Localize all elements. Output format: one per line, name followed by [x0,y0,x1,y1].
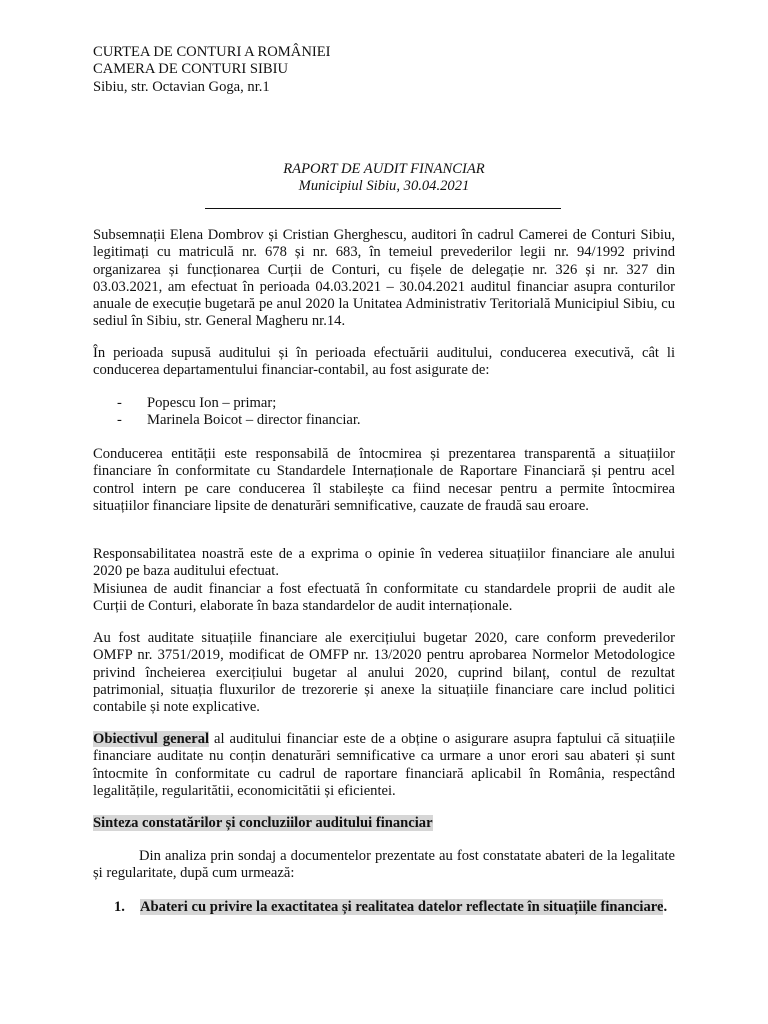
header-line-1: CURTEA DE CONTURI A ROMÂNIEI [93,44,331,60]
header-line-2: CAMERA DE CONTURI SIBIU [93,61,288,78]
paragraph-management: În perioada supusă auditului și în perioada efectuării auditului, conducerea executivă, cât li conducerea departamentului financiar-contabil, au fost asigurate de: [93,345,675,379]
header-line-3: Sibiu, str. Octavian Goga, nr.1 [93,78,270,95]
objective-text: al auditului financiar este de a obține o asigurare asupra faptului că situațiile financiare auditate nu conțin denaturări semnificative ca urmare a unor erori sau abateri și sunt întocmite în conformitate cu cadrul de raportare financiară aplicabil în România, respectând legalitățile, regularitătii, economicitătii și eficientei. [93,731,675,799]
institution-header [93,44,675,96]
paragraph-objective [93,731,675,800]
section-heading-wrap [93,815,675,832]
item-period: . [663,899,668,915]
item-text: Abateri cu privire la exactitatea și realitatea datelor reflectate în situațiile financiare [140,899,664,915]
objective-label: Obiectivul general [93,731,210,747]
report-title: RAPORT DE AUDIT FINANCIAR [283,161,485,177]
list-item [117,412,637,429]
list-item-text: Marinela Boicot – director financiar. [147,412,361,429]
title-underline [205,208,561,209]
list-dash: - [117,412,122,429]
report-title-block [93,161,675,196]
list-dash: - [117,395,122,411]
paragraph-responsibility-management: Conducerea entității este responsabilă de întocmirea și prezentarea transparentă a situațiilor financiare în conformitate cu Standardele Internaționale de Raportare Financiară și pentru acel control intern pe care conducerea îl stabilește ca fiind necesar pentru a permite întocmirea situațiilor financiare lipsite de denaturări semnificative, cauzate de fraudă sau eroare. [93,446,675,514]
report-subtitle: Municipiul Sibiu, 30.04.2021 [298,178,470,195]
item-number: 1. [114,899,125,915]
numbered-item-1 [114,899,675,916]
section-heading: Sinteza constatărilor și concluziilor auditului financiar [93,815,433,831]
paragraph-analysis: Din analiza prin sondaj a documentelor prezentate au fost constatate abateri de la legalitate și regularitate, după cum urmează: [93,848,675,882]
management-list [117,395,637,430]
paragraph-mission: Misiunea de audit financiar a fost efectuată în conformitate cu standardele proprii de audit ale Curții de Conturi, elaborate în baza standardelor de audit internaționale. [93,580,675,614]
list-item-text: Popescu Ion – primar; [147,395,277,411]
paragraph-opinion: Responsabilitatea noastră este de a exprima o opinie în vederea situațiilor financiare ale anului 2020 pe baza auditului efectuat. [93,546,675,580]
paragraph-auditors: Subsemnații Elena Dombrov și Cristian Gherghescu, auditori în cadrul Camerei de Conturi Sibiu, legitimați cu matriculă nr. 678 și nr. 683, în temeiul prevederilor legii nr. 94/1992 privind organizarea și funcționarea Curții de Conturi, cu fișele de delegație nr. 326 și nr. 327 din 03.03.2021, am efectuat în perioada 04.03.2021 – 30.04.2021 auditul financiar asupra conturilor anuale de execuție bugetară pe anul 2020 la Unitatea Administrativ Teritorială Municipiul Sibiu, cu sediul în Sibiu, str. General Magheru nr.14. [93,227,675,330]
list-item [117,395,637,412]
item-text-wrap [140,899,667,916]
paragraph-audited-statements: Au fost auditate situațiile financiare ale exercițiului bugetar 2020, care conform prevederilor OMFP nr. 3751/2019, modificat de OMFP nr. 13/2020 pentru aprobarea Normelor Metodologice privind încheierea exercițiului bugetar al anului 2020, cuprind bilanț, contul de rezultat patrimonial, situația fluxurilor de trezorerie și anexe la situațiile financiare care includ politici contabile și note explicative. [93,630,675,716]
paragraph-responsibility-auditors [93,546,675,615]
